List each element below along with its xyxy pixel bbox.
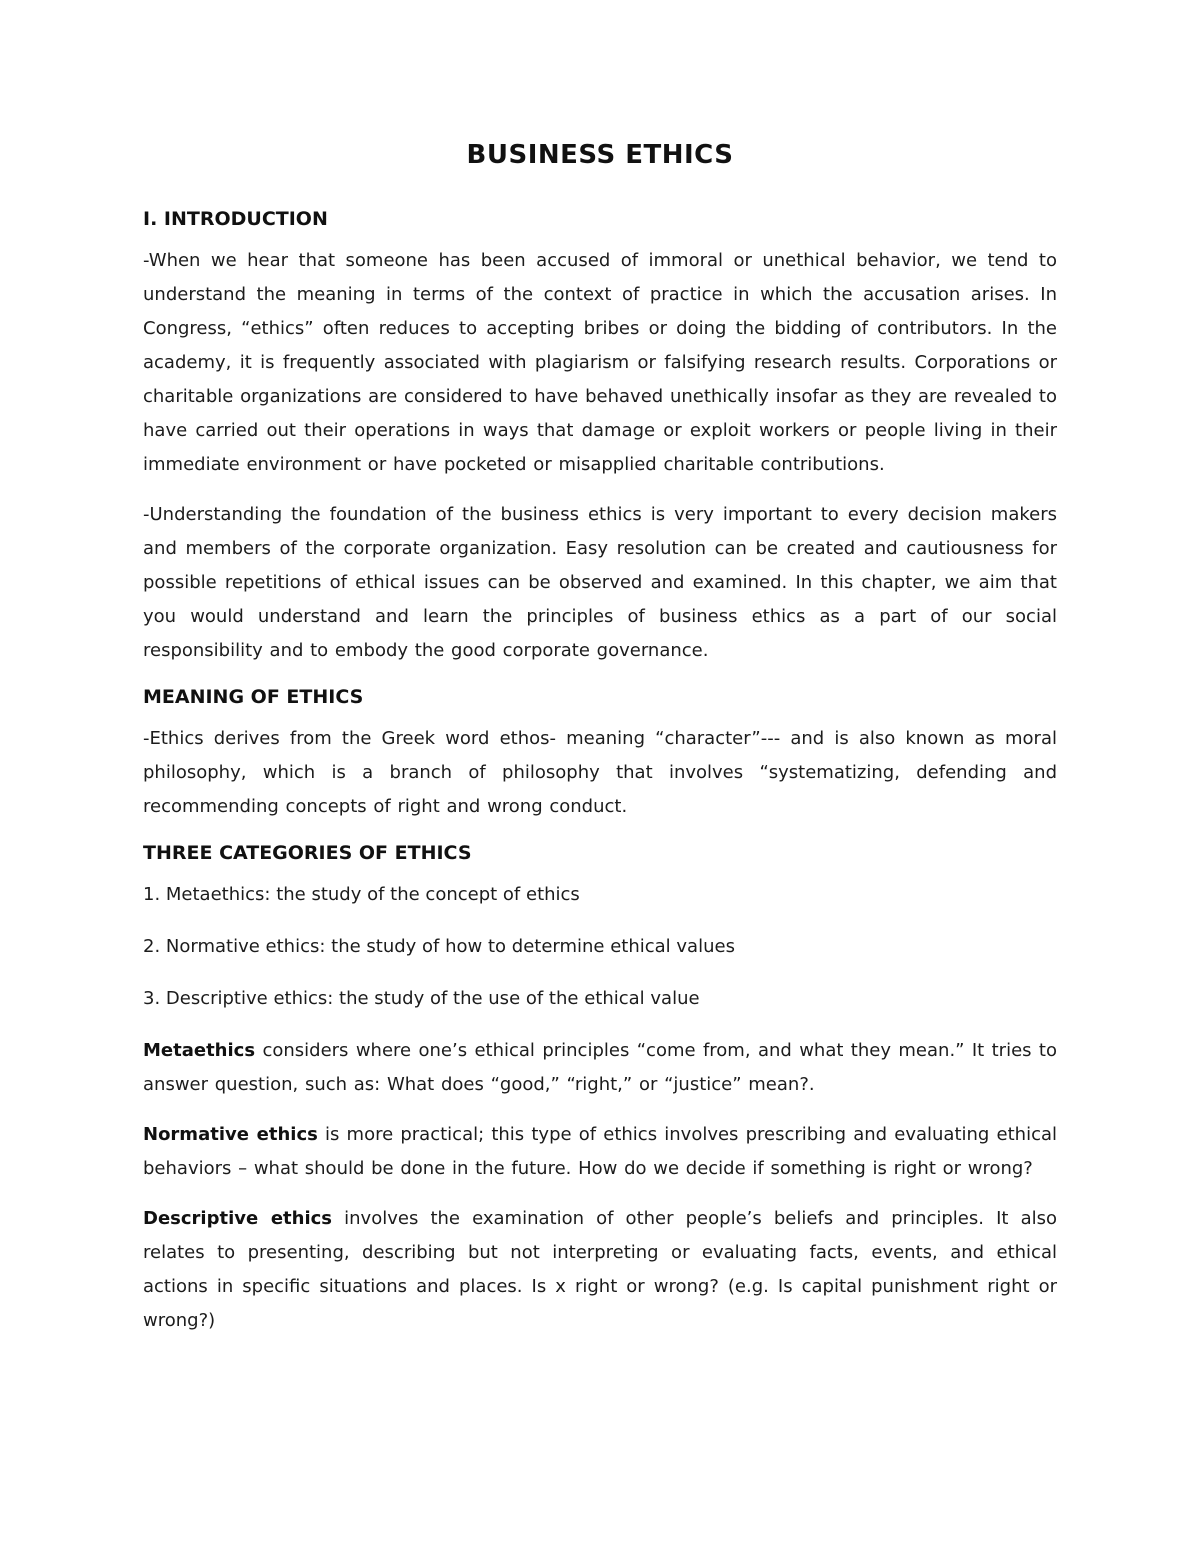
paragraph-descriptive-ethics-rest: involves the examination of other people’s beliefs and principles. It also relates to presenting, describing but not interpreting or evaluating facts, events, and ethical actions in specific situations and places. Is x right or wrong? (e.g. Is capital punishment right or wrong?)	[143, 1208, 1057, 1331]
paragraph-normative-ethics-lead: Normative ethics	[143, 1124, 318, 1145]
paragraph-descriptive-ethics	[143, 1202, 1057, 1338]
list-item-descriptive-ethics: 3. Descriptive ethics: the study of the use of the ethical value	[143, 988, 700, 1009]
paragraph-metaethics-lead: Metaethics	[143, 1040, 256, 1061]
list-item-normative-ethics: 2. Normative ethics: the study of how to determine ethical values	[143, 936, 735, 957]
paragraph-intro-1: -When we hear that someone has been accused of immoral or unethical behavior, we tend to understand the meaning in terms of the context of practice in which the accusation arises. In Congress, “ethics” often reduces to accepting bribes or doing the bidding of contributors. In the academy, it is frequently associated with plagiarism or falsifying research results. Corporations or charitable organizations are considered to have behaved unethically insofar as they are revealed to have carried out their operations in ways that damage or exploit workers or people living in their immediate environment or have pocketed or misapplied charitable contributions.	[143, 250, 1057, 475]
heading-introduction: I. INTRODUCTION	[143, 208, 328, 230]
paragraph-normative-ethics-rest: is more practical; this type of ethics involves prescribing and evaluating ethical behaviors – what should be done in the future. How do we decide if something is right or wrong?	[143, 1124, 1057, 1179]
heading-meaning-of-ethics: MEANING OF ETHICS	[143, 686, 364, 708]
paragraph-descriptive-ethics-lead: Descriptive ethics	[143, 1208, 333, 1229]
paragraph-meaning-of-ethics: -Ethics derives from the Greek word ethos- meaning “character”--- and is also known as moral philosophy, which is a branch of philosophy that involves “systematizing, defending and recommending concepts of right and wrong conduct.	[143, 728, 1057, 817]
paragraph-metaethics-rest: considers where one’s ethical principles “come from, and what they mean.” It tries to answer question, such as: What does “good,” “right,” or “justice” mean?.	[143, 1040, 1057, 1095]
document-title: BUSINESS ETHICS	[466, 140, 734, 170]
list-item-metaethics: 1. Metaethics: the study of the concept of ethics	[143, 884, 580, 905]
paragraph-metaethics	[143, 1034, 1057, 1102]
paragraph-intro-2: -Understanding the foundation of the business ethics is very important to every decision makers and members of the corporate organization. Easy resolution can be created and cautiousness for possible repetitions of ethical issues can be observed and examined. In this chapter, we aim that you would understand and learn the principles of business ethics as a part of our social responsibility and to embody the good corporate governance.	[143, 504, 1057, 661]
paragraph-normative-ethics	[143, 1118, 1057, 1186]
heading-three-categories: THREE CATEGORIES OF ETHICS	[143, 842, 472, 864]
